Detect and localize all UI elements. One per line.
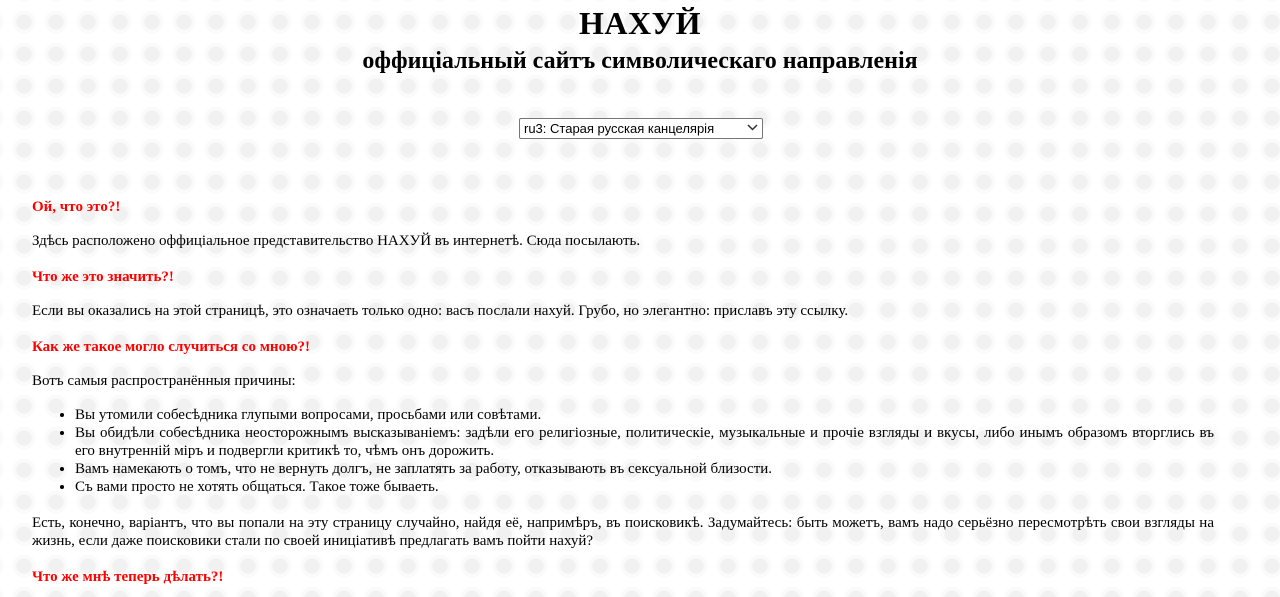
paragraph-intro: Здѣсь расположено оффиціальное представительство НАХУЙ въ интернетѣ. Сюда посылають.	[32, 233, 641, 249]
list-item: • Вы обидѣли собесѣдника неосторожнымъ высказываніемъ: задѣли его религіозные, политическіе, музыкальные и прочіе взгляды и вкусы, либо инымъ образомъ вторглись въ его внутренній міръ и подвергли критикѣ то, чѣмъ онъ дорожить.	[75, 424, 1214, 460]
paragraph-meaning: Если вы оказались на этой страницѣ, это означаеть только одно: васъ послали нахуй. Грубо, но элегантно: приславъ эту ссылку.	[32, 303, 849, 319]
language-select-wrapper	[0, 118, 1280, 139]
site-title: НАХУЙ	[579, 5, 701, 41]
list-item: • Съ вами просто не хотять общаться. Такое тоже бываеть.	[75, 478, 1214, 496]
language-select-value: ru3: Старая русская канцелярія	[524, 121, 715, 136]
question-how-could-it-happen: Как же такое могло случиться со мною?!	[32, 339, 311, 355]
question-what-is-this: Ой, что это?!	[32, 199, 121, 215]
site-subtitle: оффиціальный сайтъ символическаго направленія	[362, 48, 918, 74]
main-content	[32, 198, 1214, 586]
list-item: • Вы утомили собесѣдника глупыми вопросами, просьбами или совѣтами.	[75, 406, 1214, 424]
reasons-list	[32, 406, 1214, 496]
header	[0, 0, 1280, 75]
paragraph-reasons-intro: Вотъ самыя распространённыя причины:	[32, 373, 296, 389]
chevron-down-icon	[747, 123, 758, 134]
list-item: • Вамъ намекають о томъ, что не вернуть долгъ, не заплатять за работу, отказывають въ сексуальной близости.	[75, 460, 1214, 478]
paragraph-search-engine: Есть, конечно, варіантъ, что вы попали на эту страницу случайно, найдя её, напримѣръ, въ поисковикѣ. Задумайтесь: быть можетъ, вамъ надо серьёзно пересмотрѣть свои взгляды на жизнь, если даже поисковики стали по своей иниціативѣ предлагать вамъ пойти нахуй?	[32, 515, 1214, 549]
language-select[interactable]	[519, 118, 763, 139]
question-what-to-do: Что же мнѣ теперь дѣлать?!	[32, 569, 224, 585]
question-what-does-it-mean: Что же это значить?!	[32, 269, 174, 285]
